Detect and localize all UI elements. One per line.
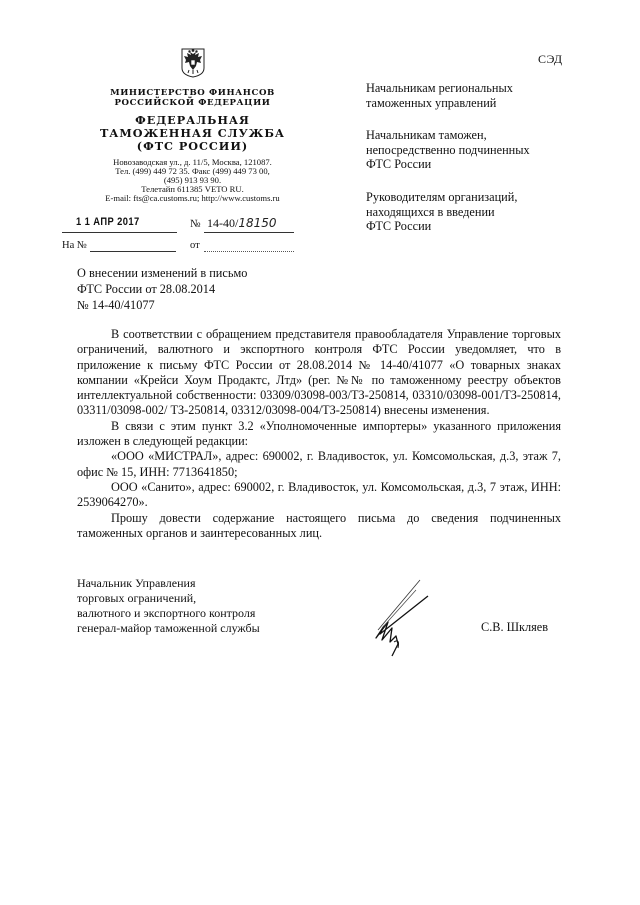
phone-line: (495) 913 93 90. xyxy=(163,175,222,185)
title-line: валютного и экспортного контроля xyxy=(77,606,256,620)
title-line: торговых ограничений, xyxy=(77,591,197,605)
service-line: ТАМОЖЕННАЯ СЛУЖБА xyxy=(99,126,285,140)
registration-date: 1 1 АПР 2017 xyxy=(76,216,140,228)
teletype-line: Телетайп 611385 VETO RU. xyxy=(141,184,244,194)
addressee-line: Начальникам таможен, xyxy=(366,128,487,142)
letter-body xyxy=(77,327,561,541)
title-line: генерал-майор таможенной службы xyxy=(77,621,260,635)
contact-address xyxy=(70,158,315,203)
signatory-name: С.В. Шкляев xyxy=(481,620,549,634)
addressee-line: ФТС России xyxy=(366,219,432,233)
russian-coat-of-arms-icon xyxy=(180,48,206,78)
registration-number xyxy=(207,216,277,231)
ministry-line: РОССИЙСКОЙ ФЕДЕРАЦИИ xyxy=(114,98,271,108)
subject-line: ФТС России от 28.08.2014 xyxy=(77,282,216,296)
number-underline xyxy=(204,232,294,233)
body-paragraph: «ООО «МИСТРАЛ», адрес: 690002, г. Владивосток, ул. Комсомольская, д.3, этаж 7, офис № 15, ИНН: 7713641850; xyxy=(77,449,561,479)
service-line: (ФТС РОССИИ) xyxy=(136,139,249,153)
addressee-line: ФТС России xyxy=(366,157,432,171)
service-name xyxy=(70,114,315,153)
ministry-line: МИНИСТЕРСТВО ФИНАНСОВ xyxy=(110,88,275,98)
letterhead xyxy=(70,48,315,203)
letter-subject xyxy=(77,265,247,313)
phone-fax-line: Тел. (499) 449 72 35. Факс (499) 449 73 00, xyxy=(115,166,270,176)
addressee-regional-departments xyxy=(366,81,513,110)
address-line: Новозаводская ул., д. 11/5, Москва, 121087. xyxy=(113,157,272,167)
number-printed: 14-40/ xyxy=(207,216,239,230)
body-paragraph: В связи с этим пункт 3.2 «Уполномоченные импортеры» указанного приложения изложен в следующей редакции: xyxy=(77,418,561,449)
addressee-line: таможенных управлений xyxy=(366,95,497,110)
from-label: от xyxy=(190,240,200,251)
from-underline xyxy=(204,251,294,252)
body-paragraph: ООО «Санито», адрес: 690002, г. Владивосток, ул. Комсомольская, д.3, 7 этаж, ИНН: 2539064270». xyxy=(77,479,561,510)
email-web-line: E-mail: fts@ca.customs.ru; http://www.customs.ru xyxy=(105,193,280,203)
addressee-line: непосредственно подчиненных xyxy=(366,142,530,157)
number-label: № xyxy=(190,218,201,230)
date-underline xyxy=(62,232,177,233)
ministry-name xyxy=(70,88,315,108)
body-paragraph: Прошу довести содержание настоящего письма до сведения подчиненных таможенных органов и заинтересованных лиц. xyxy=(77,510,561,540)
in-reply-label: На № xyxy=(62,240,87,251)
subject-line: № 14-40/41077 xyxy=(77,298,155,312)
number-handwritten: 18150 xyxy=(238,216,277,230)
service-line: ФЕДЕРАЛЬНАЯ xyxy=(135,113,250,127)
handwritten-signature-icon xyxy=(370,578,442,664)
body-paragraph: В соответствии с обращением представителя правообладателя Управление торговых ограничений, валютного и экспортного контроля ФТС России уведомляет, что в приложение к письму ФТС России от 28.08.2014 № 14-40/41077 «О товарных знаках компании «Крейси Хоум Продактс, Лтд» (рег. №№ по таможенному реестру объектов интеллектуальной собственности: 03309/03098-003/ТЗ-250814, 03310/03098-001/ТЗ-250814, 03311/03098-002/ ТЗ-250814, 03312/03098-004/ТЗ-250814) внесены изменения. xyxy=(77,327,561,418)
subject-line: О внесении изменений в письмо xyxy=(77,266,248,280)
addressee-line: находящихся в введении xyxy=(366,204,495,219)
in-reply-underline xyxy=(90,251,176,252)
registration-block xyxy=(62,216,322,256)
addressee-line: Руководителям организаций, xyxy=(366,190,518,204)
signatory-title xyxy=(77,576,260,636)
title-line: Начальник Управления xyxy=(77,576,196,590)
addressee-line: Начальникам региональных xyxy=(366,81,513,95)
addressee-customs-heads xyxy=(366,128,530,172)
stamp-code: СЭД xyxy=(538,52,563,66)
addressee-organization-heads xyxy=(366,190,517,234)
